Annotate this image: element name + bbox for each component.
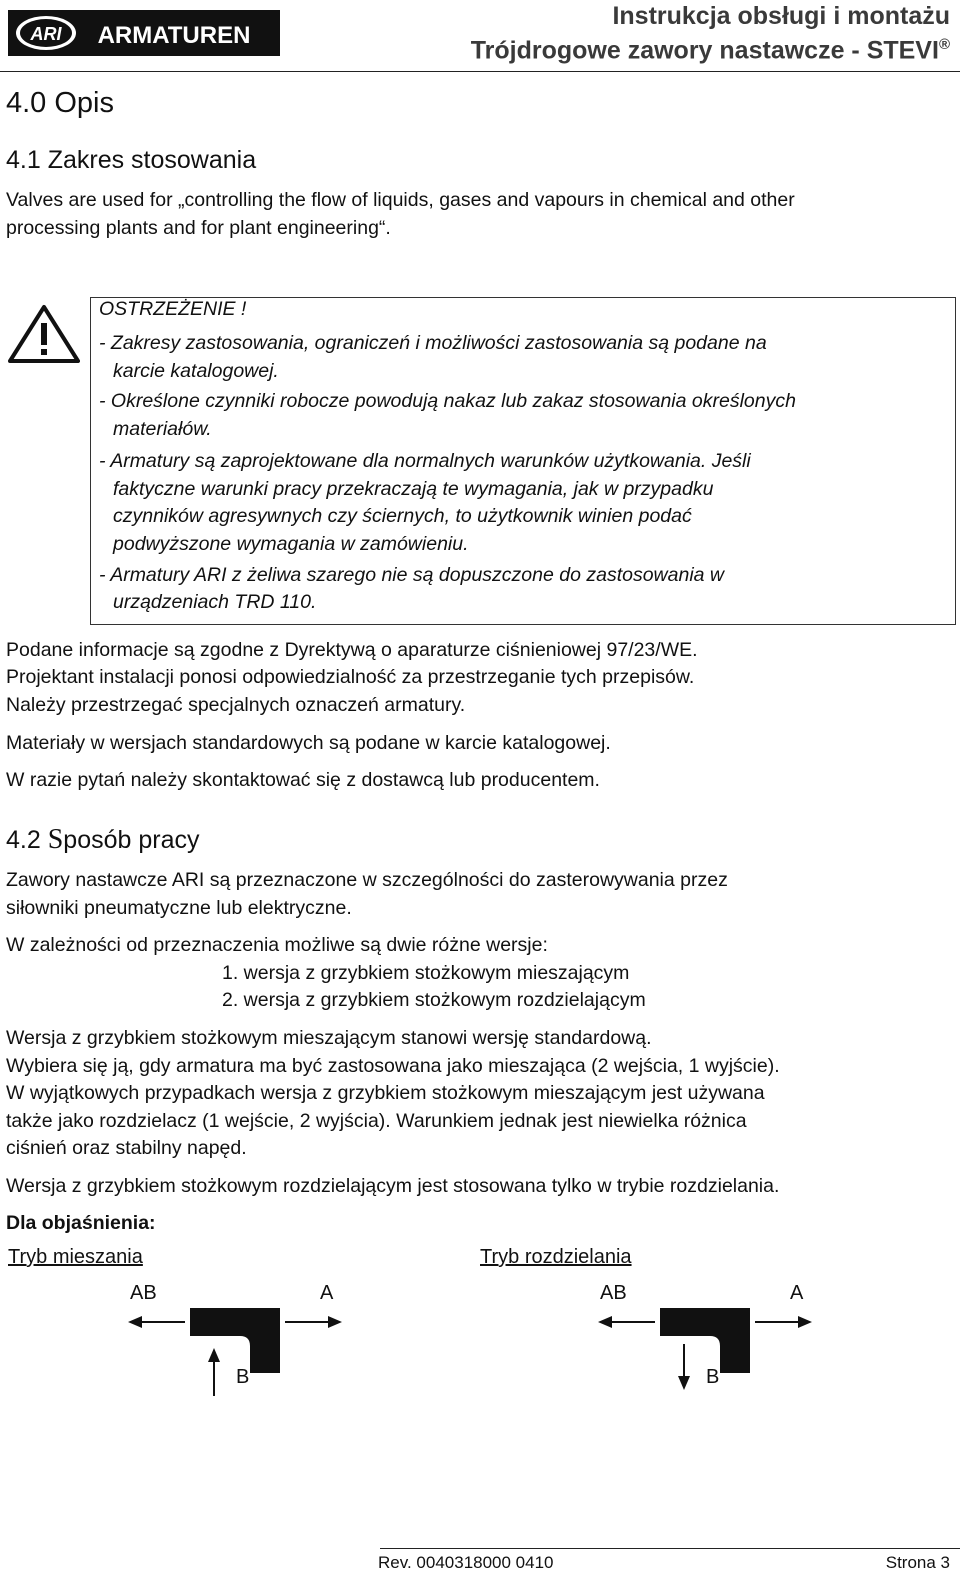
paragraph-materials: Materiały w wersjach standardowych są podane w karcie katalogowej. bbox=[6, 732, 611, 754]
warning-line-9: - Armatury ARI z żeliwa szarego nie są dopuszczone do zastosowania w bbox=[99, 564, 725, 586]
diverting-port-b: B bbox=[706, 1366, 720, 1388]
warning-line-3: - Określone czynniki robocze powodują nakaz lub zakaz stosowania określonych bbox=[99, 390, 796, 412]
paragraph-mixing-3: W wyjątkowych przypadkach wersja z grzybkiem stożkowym mieszającym jest używana bbox=[6, 1082, 765, 1104]
paragraph-mixing-1: Wersja z grzybkiem stożkowym mieszającym stanowi wersję standardową. bbox=[6, 1027, 652, 1049]
manual-title: Instrukcja obsługi i montażu bbox=[612, 2, 950, 30]
mixing-port-b: B bbox=[236, 1366, 250, 1388]
mixing-mode-title: Tryb mieszania bbox=[8, 1246, 143, 1268]
section-heading-4-2: 4.2 Sposób pracy bbox=[6, 824, 200, 855]
ari-armaturen-logo bbox=[8, 10, 280, 56]
product-title: Trójdrogowe zawory nastawcze - STEVI® bbox=[470, 36, 950, 65]
mixing-port-ab: AB bbox=[130, 1282, 157, 1304]
paragraph-versions: W zależności od przeznaczenia możliwe są dwie różne wersje: bbox=[6, 934, 548, 956]
diverting-port-a: A bbox=[790, 1282, 804, 1304]
version-item-1: 1. wersja z grzybkiem stożkowym mieszającym bbox=[222, 962, 630, 984]
version-item-2: 2. wersja z grzybkiem stożkowym rozdzielającym bbox=[222, 989, 646, 1011]
paragraph-responsibility: Projektant instalacji ponosi odpowiedzialność za przestrzeganie tych przepisów. bbox=[6, 666, 695, 688]
paragraph-mixing-2: Wybiera się ją, gdy armatura ma być zastosowana jako mieszająca (2 wejścia, 1 wyjście). bbox=[6, 1055, 780, 1077]
warning-line-5: - Armatury są zaprojektowane dla normalnych warunków użytkowania. Jeśli bbox=[99, 450, 751, 472]
warning-line-8: podwyższone wymagania w zamówieniu. bbox=[113, 533, 469, 555]
diverting-mode-diagram bbox=[580, 1278, 830, 1398]
warning-line-2: karcie katalogowej. bbox=[113, 360, 279, 382]
paragraph-purpose-2: siłowniki pneumatyczne lub elektryczne. bbox=[6, 897, 352, 919]
header-rule bbox=[0, 71, 960, 72]
paragraph-mixing-5: ciśnień oraz stabilny napęd. bbox=[6, 1137, 247, 1159]
paragraph-contact: W razie pytań należy skontaktować się z dostawcą lub producentem. bbox=[6, 769, 600, 791]
diverting-port-ab: AB bbox=[600, 1282, 627, 1304]
intro-line-1: Valves are used for „controlling the flow of liquids, gases and vapours in chemical and other bbox=[6, 189, 795, 211]
paragraph-purpose-1: Zawory nastawcze ARI są przeznaczone w szczególności do zasterowywania przez bbox=[6, 869, 728, 891]
paragraph-mixing-4: także jako rozdzielacz (1 wejście, 2 wyjścia). Warunkiem jednak jest niewielka różnica bbox=[6, 1110, 747, 1132]
diverting-mode-title: Tryb rozdzielania bbox=[480, 1246, 632, 1268]
warning-title: OSTRZEŻENIE ! bbox=[99, 298, 247, 320]
paragraph-directive: Podane informacje są zgodne z Dyrektywą o aparaturze ciśnieniowej 97/23/WE. bbox=[6, 639, 698, 661]
warning-line-1: - Zakresy zastosowania, ograniczeń i możliwości zastosowania są podane na bbox=[99, 332, 767, 354]
warning-line-4: materiałów. bbox=[113, 418, 212, 440]
section-heading-4-0: 4.0 Opis bbox=[6, 87, 114, 119]
page-number: Strona 3 bbox=[885, 1553, 950, 1572]
svg-text:ARMATUREN: ARMATUREN bbox=[97, 22, 251, 49]
section-heading-4-1: 4.1 Zakres stosowania bbox=[6, 146, 257, 174]
warning-box bbox=[90, 297, 956, 625]
svg-text:ARI: ARI bbox=[30, 24, 62, 44]
mixing-port-a: A bbox=[320, 1282, 334, 1304]
warning-line-6: faktyczne warunki pracy przekraczają te wymagania, jak w przypadku bbox=[113, 478, 714, 500]
paragraph-diverting: Wersja z grzybkiem stożkowym rozdzielającym jest stosowana tylko w trybie rozdzielania. bbox=[6, 1175, 780, 1197]
revision-number: Rev. 0040318000 0410 bbox=[378, 1553, 554, 1572]
mixing-mode-diagram bbox=[110, 1278, 360, 1398]
intro-line-2: processing plants and for plant engineering“. bbox=[6, 217, 391, 239]
warning-line-7: czynników agresywnych czy ściernych, to użytkownik winien podać bbox=[113, 505, 692, 527]
explanation-heading: Dla objaśnienia: bbox=[6, 1212, 156, 1234]
paragraph-markings: Należy przestrzegać specjalnych oznaczeń armatury. bbox=[6, 694, 466, 716]
warning-line-10: urządzeniach TRD 110. bbox=[113, 591, 317, 613]
warning-triangle-icon bbox=[8, 303, 80, 365]
footer-rule bbox=[380, 1548, 960, 1549]
